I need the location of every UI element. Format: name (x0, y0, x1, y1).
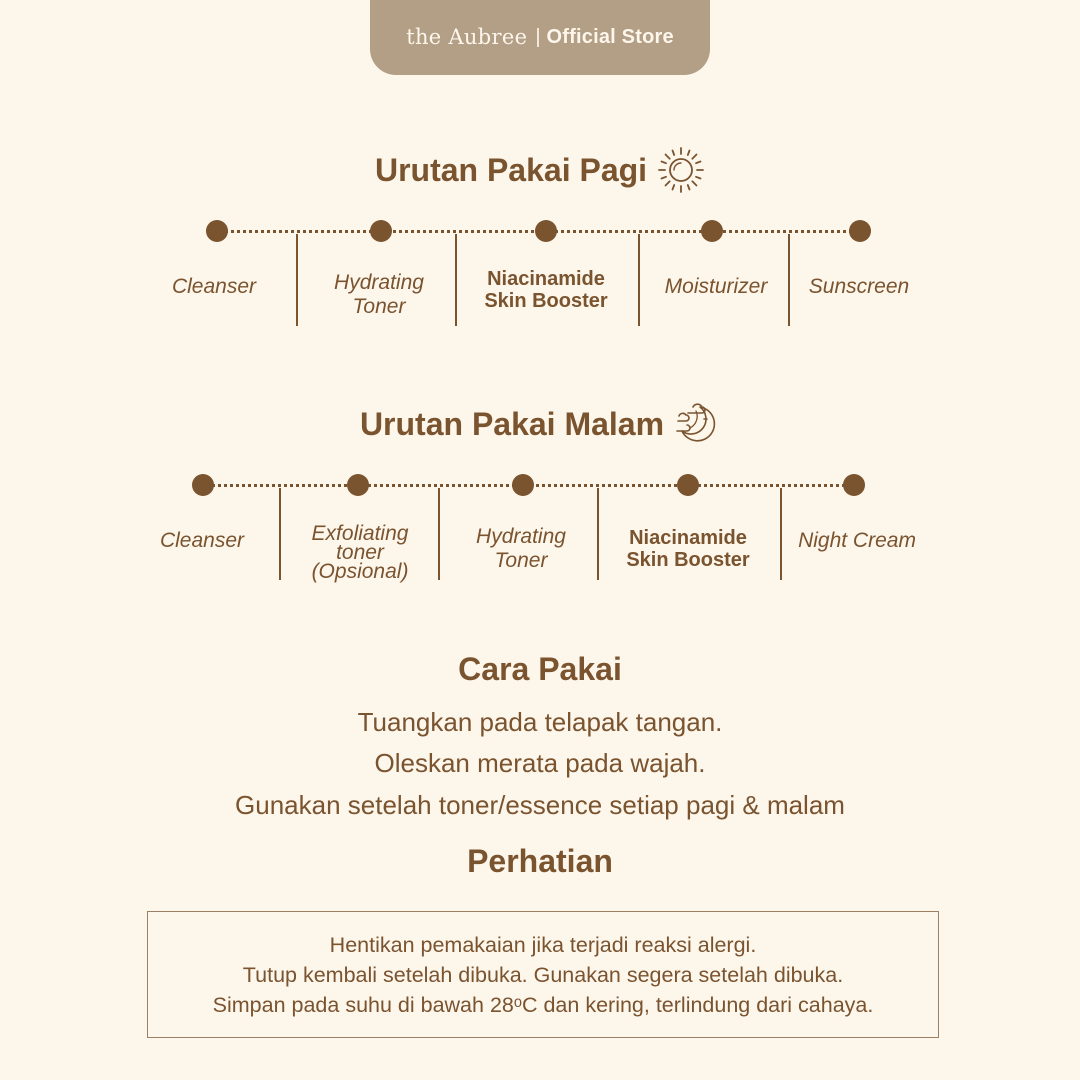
night-title-text: Urutan Pakai Malam (359, 405, 665, 442)
night-step-dot (677, 474, 699, 496)
night-dotted-line (205, 484, 853, 487)
morning-step-divider (638, 234, 640, 326)
morning-dotted-line (218, 230, 860, 233)
step-label: Skin Booster (626, 549, 750, 571)
night-step-night-cream (784, 529, 930, 553)
night-step-hydrating-toner (446, 525, 596, 573)
morning-step-dot (849, 220, 871, 242)
usage-title: Cara Pakai (458, 651, 622, 687)
moon-cloud-icon (674, 401, 720, 447)
night-step-dot (512, 474, 534, 496)
store-label: Official Store (546, 26, 674, 48)
morning-step-dot (370, 220, 392, 242)
night-step-divider (438, 488, 440, 580)
sun-icon (657, 146, 705, 194)
brand-logo: the Aubree (406, 25, 528, 49)
morning-routine-title (0, 146, 1080, 194)
warning-box (147, 911, 939, 1038)
morning-step-divider (455, 234, 457, 326)
night-step-dot (843, 474, 865, 496)
step-label: Skin Booster (484, 290, 608, 312)
store-header (370, 0, 710, 75)
step-label: Moisturizer (664, 275, 768, 298)
step-label: Toner (352, 295, 406, 318)
step-label: Sunscreen (808, 275, 910, 298)
morning-step-sunscreen (792, 275, 926, 299)
step-label: Night Cream (798, 529, 916, 552)
night-step-divider (597, 488, 599, 580)
step-label: Toner (494, 549, 548, 572)
night-step-cleanser (132, 529, 272, 553)
step-label: Niacinamide (487, 268, 605, 290)
morning-title-text: Urutan Pakai Pagi (374, 151, 648, 188)
step-label: Exfoliating (311, 522, 409, 545)
night-step-niacinamide (602, 527, 774, 571)
step-label: Niacinamide (629, 527, 747, 549)
night-step-divider (780, 488, 782, 580)
header-separator: | (535, 26, 541, 48)
morning-step-divider (296, 234, 298, 326)
warning-line: Tutup kembali setelah dibuka. Gunakan segera setelah dibuka. (242, 962, 844, 987)
step-label: Hydrating (476, 525, 566, 548)
night-routine-title (0, 401, 1080, 447)
warning-line: Hentikan pemakaian jika terjadi reaksi alergi. (329, 932, 757, 957)
morning-step-hydrating-toner (304, 271, 454, 319)
night-step-divider (279, 488, 281, 580)
night-step-exfoliating-toner (284, 524, 436, 581)
warning-line: Simpan pada suhu di bawah 28ᵒC dan kering, terlindung dari cahaya. (212, 992, 874, 1017)
step-label: Hydrating (334, 271, 424, 294)
night-step-dot (347, 474, 369, 496)
step-label: Cleanser (171, 275, 257, 298)
step-label: (Opsional) (311, 560, 409, 583)
usage-line: Gunakan setelah toner/essence setiap pagi & malam (235, 790, 845, 820)
warning-title: Perhatian (467, 843, 613, 879)
usage-line: Oleskan merata pada wajah. (374, 748, 706, 778)
morning-step-moisturizer (641, 275, 791, 299)
morning-step-dot (206, 220, 228, 242)
morning-step-niacinamide (460, 268, 632, 312)
night-step-dot (192, 474, 214, 496)
morning-step-dot (701, 220, 723, 242)
step-label: Cleanser (159, 529, 245, 552)
morning-step-dot (535, 220, 557, 242)
usage-line: Tuangkan pada telapak tangan. (357, 707, 723, 737)
morning-step-cleanser (139, 275, 289, 299)
step-label: toner (336, 541, 384, 564)
